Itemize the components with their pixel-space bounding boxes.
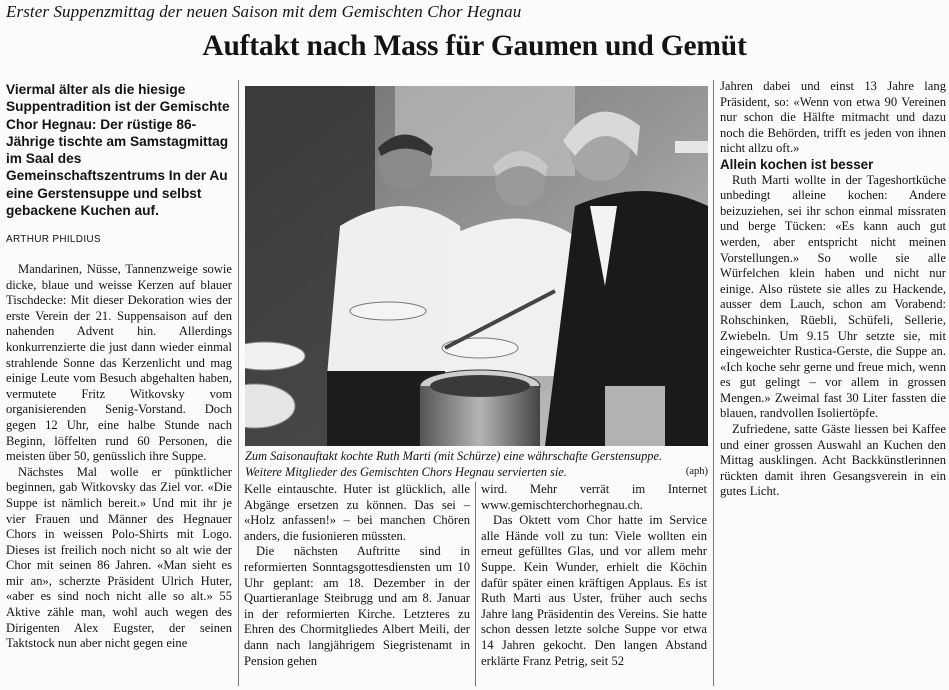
article-photo [245,86,708,446]
article-column-1 [6,262,232,652]
article-subhead: Allein kochen ist besser [720,156,874,172]
article-column-2 [244,482,470,669]
headline: Auftakt nach Mass für Gaumen und Gemüt [202,30,747,62]
article-paragraph: Ruth Marti wollte in der Tageshortküche unbedingt alleine kochen: Andere beizuziehen, sei ihr schon einmal missraten und berge Tücken: «Es kann auch gut werden, aber entspricht nicht meinen Vorstellungen.» So wolle sie alle Würfelchen klein haben und nicht nur einige. Also rüstete sie alles zu Hackende, ausser dem Lauch, schon am Vorabend: Rohschinken, Rüebli, Schüfeli, Sellerie, Zwiebeln. Um 9.15 Uhr setzte sie, mit eingeweichter Rustica-Gerste, die Suppe an. «Ich koche sehr gerne und freue mich, wenn es gut gelingt – vor allem in grossen Mengen.» Zweimal fast 30 Liter fassten die blauen, randvollen Isoliertöpfe. [720,172,946,421]
article-paragraph: Zufriedene, satte Gäste liessen bei Kaffee und einer grossen Auswahl an Kuchen den Mittag ausklingen. Acht Backkünstlerinnen rückten damit ihren Gesangsverein in ein gutes Licht. [720,422,946,499]
photo-caption [245,449,708,480]
column-rule [475,482,476,686]
article-paragraph: Die nächsten Auftritte sind in reformierten Sonntagsgottesdiensten um 10 Uhr geplant: am 18. Dezember in der Quartieranlage Steibrugg und am 8. Januar in der reformierten Kirche. Letzteres zu Ehren des Chormitgliedes Albert Meili, der dann nach langjährigem Siegristenamt in Pension gehen [244,544,470,668]
article-paragraph: Jahren dabei und einst 13 Jahre lang Präsident, so: «Wenn von etwa 90 Vereinen nur schon die Hälfte mitmacht und dazu noch die Behörden, trifft es jeden von ihnen nicht allzu oft.» [720,79,946,156]
lead-paragraph: Viermal älter als die hiesige Suppentradition ist der Gemischte Chor Hegnau: Der rüstige 86-Jährige tischte am Samstagmittag im Saal des Gemeinschaftszentrums In der Au eine Gerstensuppe und selbst gebackene Kuchen auf. [6,82,230,219]
photo-credit: (aph) [685,466,708,477]
kicker: Erster Suppenzmittag der neuen Saison mit dem Gemischten Chor Hegnau [6,2,522,21]
article-paragraph: wird. Mehr verrät im Internet www.gemischterchorhegnau.ch. [481,482,707,512]
photo-choir-serving-soup [245,86,708,446]
article-column-4 [720,79,946,500]
article-paragraph: Das Oktett vom Chor hatte im Service alle Hände voll zu tun: Viele wollten ein erneut gefülltes Glas, und vor allem mehr Suppe. Kein Wunder, erhielt die Köchin dafür später einen kräftigen Applaus. Es ist Ruth Marti aus Uster, früher auch sechs Jahre lang Präsidentin des Vereins. Sie hatte schon dessen letzte solche Suppe vor etwa 14 Jahren gekocht. Den langen Abstand erklärte Franz Petrig, seit 52 [481,513,707,668]
author-byline: ARTHUR PHILDIUS [6,234,101,245]
article-paragraph: Nächstes Mal wolle er pünktlicher beginnen, gab Witkovsky das Ziel vor. «Die Suppe ist nämlich bereit.» Und mit ihr je vier Frauen und Männer des Hegnauer Chors in weissen Polo-Shirts mit Logo. Dieses ist freilich noch nicht so alt wie der Chor mit seinen 86 Jahren. «Man sieht es mir an», scherzte Präsident Ulrich Huter, «aber es sind noch nicht alle so alt.» 55 Aktive zähle man, wohl auch wegen des Dirigenten Alex Eugster, der seinen Taktstock nun aber nicht gegen eine [6,464,232,651]
article-column-3 [481,482,707,669]
column-rule [238,80,239,686]
article-paragraph: Mandarinen, Nüsse, Tannenzweige sowie dicke, blaue und weisse Kerzen auf blauer Tischdecke: Mit dieser Dekoration wies der erste Verein der 21. Suppensaison auf den nahenden Advent hin. Allerdings konkurrenzierte die just dann wieder einmal strahlende Sonne das Kerzenlicht und mag einige Leute vom Besuch abgehalten haben, vermutete Fritz Witkovsky vom organisierenden Senig-Vorstand. Doch gegen 12 Uhr, eine halbe Stunde nach Beginn, löffelten rund 60 Personen, die meisten über 50, genüsslich ihre Suppe. [6,262,232,464]
column-rule [713,80,714,686]
article-paragraph: Kelle eintauschte. Huter ist glücklich, alle Abgänge ersetzen zu können. Das sei – «Holz anfassen!» – bei manchen Chören anders, die fusionieren müssten. [244,482,470,543]
caption-text: Zum Saisonauftakt kochte Ruth Marti (mit Schürze) eine währschafte Gerstensuppe. Weitere Mitglieder des Gemischten Chors Hegnau servierten sie. [245,449,663,479]
